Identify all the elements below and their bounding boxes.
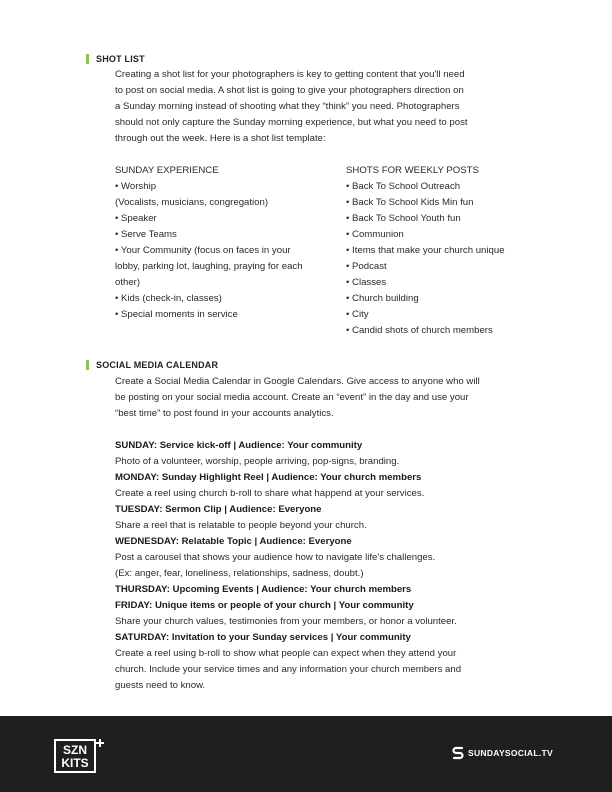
day-title: FRIDAY: Unique items or people of your church | Your community — [115, 600, 414, 611]
sunday-social-icon — [452, 746, 464, 760]
day-description: guests need to know. — [115, 680, 206, 691]
list-item: • Serve Teams — [115, 229, 177, 240]
list-item: • Church building — [346, 293, 419, 304]
weekly-schedule — [115, 438, 535, 694]
list-item: • Communion — [346, 229, 404, 240]
day-sunday — [115, 438, 535, 470]
svg-text:KITS: KITS — [61, 756, 89, 770]
intro-line: a Sunday morning instead of shooting what they “think” you need. Photographers — [115, 101, 460, 112]
day-wednesday — [115, 534, 535, 582]
shot-list-heading — [86, 54, 145, 64]
intro-line: should not only capture the Sunday morning experience, but what you need to post — [115, 117, 468, 128]
weekly-posts-title: SHOTS FOR WEEKLY POSTS — [346, 165, 479, 176]
day-title: THURSDAY: Upcoming Events | Audience: Your church members — [115, 584, 412, 595]
heading-accent-bar — [86, 54, 89, 64]
day-thursday — [115, 582, 535, 598]
list-item: • Speaker — [115, 213, 157, 224]
day-title: SATURDAY: Invitation to your Sunday services | Your community — [115, 632, 411, 643]
list-item: (Vocalists, musicians, congregation) — [115, 197, 269, 208]
list-item: • Back To School Outreach — [346, 181, 461, 192]
list-item: • City — [346, 309, 369, 320]
footer — [0, 716, 612, 792]
shot-list-heading-text: SHOT LIST — [96, 54, 145, 64]
weekly-posts-list — [346, 179, 546, 339]
intro-line: “best time” to post found in your accounts analytics. — [115, 408, 334, 419]
szn-kits-logo — [54, 738, 100, 772]
heading-accent-bar — [86, 360, 89, 370]
list-item: • Your Community (focus on faces in your — [115, 245, 291, 256]
list-item: • Worship — [115, 181, 157, 192]
list-item: • Back To School Youth fun — [346, 213, 461, 224]
day-description: Create a reel using church b-roll to share what happend at your services. — [115, 488, 425, 499]
intro-line: through out the week. Here is a shot list template: — [115, 133, 326, 144]
day-friday — [115, 598, 535, 630]
shot-list-intro — [115, 67, 535, 147]
day-description: (Ex: anger, fear, loneliness, relationships, sadness, doubt.) — [115, 568, 364, 579]
day-description: Share your church values, testimonies from your members, or honor a volunteer. — [115, 616, 457, 627]
day-title: MONDAY: Sunday Highlight Reel | Audience: Your church members — [115, 472, 422, 483]
sunday-experience-column — [115, 163, 340, 323]
sunday-social-logo — [452, 746, 553, 760]
day-saturday — [115, 630, 535, 694]
weekly-posts-column — [346, 163, 546, 339]
list-item: • Podcast — [346, 261, 387, 272]
intro-line: to post on social media. A shot list is going to give your photographers direction on — [115, 85, 464, 96]
list-item: other) — [115, 277, 141, 288]
list-item: • Special moments in service — [115, 309, 238, 320]
day-title: WEDNESDAY: Relatable Topic | Audience: Everyone — [115, 536, 352, 547]
sunday-experience-title: SUNDAY EXPERIENCE — [115, 165, 219, 176]
intro-line: Create a Social Media Calendar in Google Calendars. Give access to anyone who will — [115, 376, 480, 387]
day-tuesday — [115, 502, 535, 534]
social-calendar-heading-text: SOCIAL MEDIA CALENDAR — [96, 360, 219, 370]
intro-line: Creating a shot list for your photographers is key to getting content that you'll need — [115, 69, 465, 80]
szn-kits-logo-mark — [54, 738, 106, 774]
day-description: church. Include your service times and any information your church members and — [115, 664, 462, 675]
day-description: Photo of a volunteer, worship, people arriving, pop-signs, branding. — [115, 456, 400, 467]
social-calendar-heading — [86, 360, 218, 370]
list-item: • Candid shots of church members — [346, 325, 493, 336]
svg-text:SZN: SZN — [63, 743, 87, 757]
day-title: SUNDAY: Service kick-off | Audience: Your community — [115, 440, 363, 451]
sunday-experience-list — [115, 179, 340, 323]
list-item: • Classes — [346, 277, 387, 288]
list-item: • Items that make your church unique — [346, 245, 505, 256]
day-title: TUESDAY: Sermon Clip | Audience: Everyone — [115, 504, 322, 515]
intro-line: be posting on your social media account. Create an “event” in the day and use your — [115, 392, 469, 403]
list-item: • Back To School Kids Min fun — [346, 197, 474, 208]
social-calendar-intro — [115, 374, 535, 422]
sunday-social-text: SUNDAYSOCIAL.TV — [468, 748, 553, 758]
list-item: • Kids (check-in, classes) — [115, 293, 222, 304]
day-description: Share a reel that is relatable to people beyond your church. — [115, 520, 367, 531]
day-description: Create a reel using b-roll to show what people can expect when they attend your — [115, 648, 457, 659]
day-monday — [115, 470, 535, 502]
list-item: lobby, parking lot, laughing, praying for each — [115, 261, 303, 272]
day-description: Post a carousel that shows your audience how to navigate life's challenges. — [115, 552, 436, 563]
